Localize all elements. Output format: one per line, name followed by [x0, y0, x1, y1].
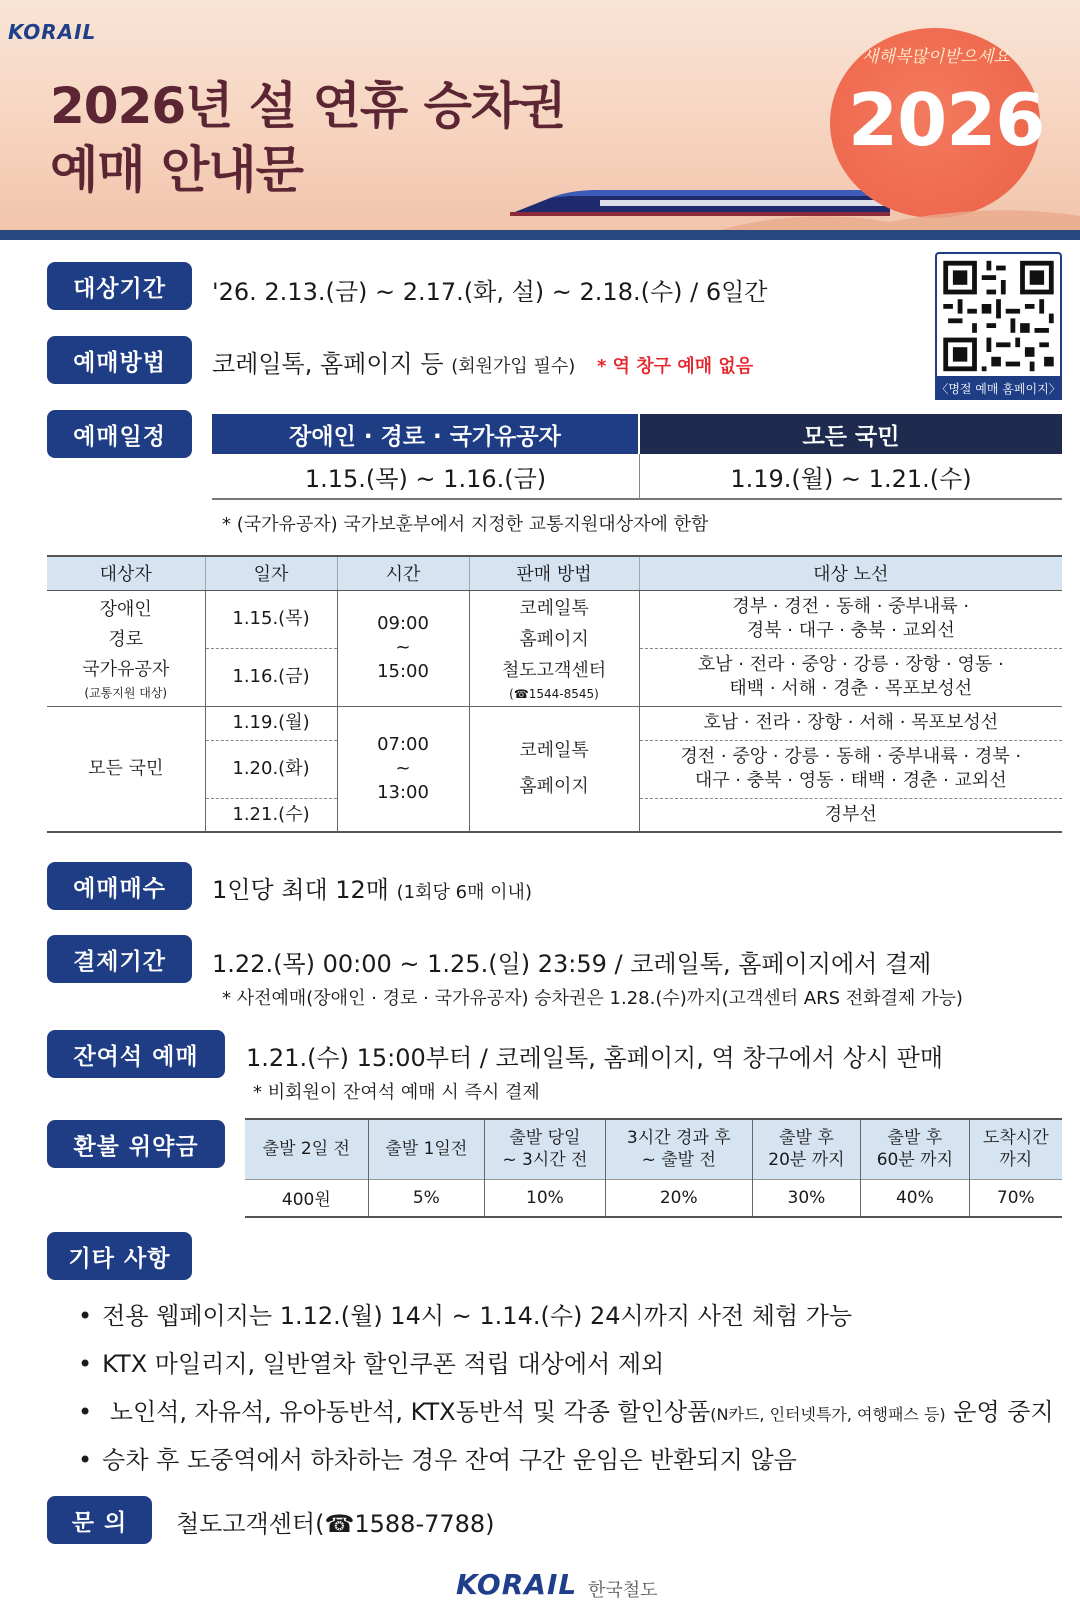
- method-label: 예매방법: [47, 336, 192, 384]
- col-date: 일자: [205, 556, 337, 590]
- g2-method-2: 홈페이지: [519, 775, 589, 797]
- schedule-value-priority: 1.15.(목) ~ 1.16.(금): [212, 454, 640, 500]
- count-text: 1인당 최대 12매: [212, 876, 389, 904]
- badge-year: 2026: [848, 78, 1045, 162]
- refund-h-6: [861, 1119, 969, 1179]
- footer-korail-logo[interactable]: KORAIL: [456, 1568, 578, 1601]
- refund-v-5: 30%: [752, 1179, 860, 1217]
- refund-h-1a: 출발 2일 전: [262, 1139, 350, 1160]
- count-label: 예매매수: [47, 862, 192, 910]
- g1-method-phone: (☎1544-8545): [509, 687, 599, 702]
- g1-target-2: 경로: [108, 628, 144, 650]
- schedule-head-all: 모든 국민: [640, 414, 1062, 454]
- g1-route-2: [639, 648, 1062, 706]
- etc-item-3-tail: 운영 중지: [953, 1398, 1054, 1426]
- g2-route-1: 호남 · 전라 · 장항 · 서해 · 목포보성선: [639, 706, 1062, 740]
- refund-h-3: [484, 1119, 605, 1179]
- remaining-note: * 비회원이 잔여석 예매 시 즉시 결제: [253, 1082, 540, 1103]
- qr-caption: 〈명절 예매 홈페이지〉: [935, 376, 1062, 400]
- refund-value-row: [245, 1179, 1062, 1217]
- g1-method-2: 홈페이지: [519, 629, 589, 651]
- schedule-value-all: 1.19.(월) ~ 1.21.(수): [640, 454, 1062, 500]
- refund-h-3b: ~ 3시간 전: [502, 1150, 588, 1171]
- refund-h-7: [969, 1119, 1062, 1179]
- refund-h-4: [605, 1119, 752, 1179]
- etc-item-1: • 전용 웹페이지는 1.12.(월) 14시 ~ 1.14.(수) 24시까지 사전 체험 가능: [78, 1296, 852, 1331]
- g2-route-2b: 대구 · 충북 · 영동 · 태백 · 경춘 · 교외선: [694, 770, 1007, 791]
- g1-time-sep: ~: [395, 637, 411, 658]
- g2-time-end: 13:00: [377, 781, 429, 803]
- payment-text: 1.22.(목) 00:00 ~ 1.25.(일) 23:59 / 코레일톡, 홈페이지에서 결제: [212, 950, 932, 978]
- count-line: [212, 870, 532, 905]
- header-divider: [0, 230, 1080, 240]
- etc-item-2: • KTX 마일리지, 일반열차 할인쿠폰 적립 대상에서 제외: [78, 1344, 664, 1379]
- badge-slogan: 새해복많이받으세요: [862, 47, 1010, 67]
- g1-route-1a: 경부 · 경전 · 동해 · 중부내륙 ·: [732, 595, 970, 617]
- method-warning: * 역 창구 예매 없음: [596, 356, 754, 377]
- refund-header-row: [245, 1119, 1062, 1179]
- page-title: 2026년 설 연휴 승차권: [50, 77, 566, 135]
- g2-route-2: [639, 740, 1062, 798]
- g1-route-2a: 호남 · 전라 · 중앙 · 강릉 · 장항 · 영동 ·: [697, 653, 1004, 675]
- refund-h-4a: 3시간 경과 후: [626, 1128, 731, 1149]
- refund-h-6b: 60분 까지: [876, 1150, 954, 1171]
- g2-route-2a: 경전 · 중앙 · 강릉 · 동해 · 중부내륙 · 경북 ·: [680, 745, 1022, 767]
- schedule-head-priority: 장애인 · 경로 · 국가유공자: [212, 414, 638, 454]
- remaining-text: 1.21.(수) 15:00부터 / 코레일톡, 홈페이지, 역 창구에서 상시 판매: [246, 1044, 944, 1072]
- refund-h-7a: 도착시간: [982, 1128, 1049, 1149]
- refund-h-5b: 20분 까지: [768, 1150, 845, 1171]
- method-sub: (회원가입 필수): [451, 356, 576, 377]
- payment-note: * 사전예매(장애인 · 경로 · 국가유공자) 승차권은 1.28.(수)까지(고객센터 ARS 전화결제 가능): [222, 988, 963, 1009]
- refund-v-3: 10%: [484, 1179, 605, 1217]
- refund-v-1: 400원: [245, 1179, 368, 1217]
- schedule-table: [47, 555, 1062, 833]
- period-text: '26. 2.13.(금) ~ 2.17.(화, 설) ~ 2.18.(수) / 6일간: [212, 278, 768, 306]
- g2-time-sep: ~: [395, 757, 411, 779]
- g2-method-1: 코레일톡: [519, 739, 589, 761]
- g1-route-1b: 경북 · 대구 · 충북 · 교외선: [746, 620, 955, 641]
- g1-route-2b: 태백 · 서해 · 경춘 · 목포보성선: [729, 678, 973, 699]
- g2-time-start: 07:00: [377, 733, 429, 755]
- refund-v-4: 20%: [605, 1179, 752, 1217]
- g2-target: 모든 국민: [47, 706, 205, 832]
- g1-target: [47, 590, 205, 706]
- korail-logo[interactable]: KORAIL: [8, 20, 97, 44]
- g1-time-start: 09:00: [377, 613, 429, 634]
- remaining-label: 잔여석 예매: [47, 1030, 225, 1078]
- g1-route-1: [639, 590, 1062, 648]
- etc-item-3: [78, 1392, 1054, 1427]
- refund-v-2: 5%: [368, 1179, 484, 1217]
- g1-method-1: 코레일톡: [519, 598, 589, 620]
- etc-item-3-sub: (N카드, 인터넷특가, 여행패스 등): [710, 1405, 946, 1424]
- g2-date-3: 1.21.(수): [205, 798, 337, 832]
- table-header-row: [47, 556, 1062, 590]
- refund-table: [245, 1118, 1062, 1218]
- header-banner: [0, 0, 1080, 238]
- col-route: 대상 노선: [639, 556, 1062, 590]
- refund-v-6: 40%: [861, 1179, 969, 1217]
- g2-date-1: 1.19.(월): [205, 706, 337, 740]
- etc-item-4: • 승차 후 도중역에서 하차하는 경우 잔여 구간 운임은 반환되지 않음: [78, 1440, 797, 1475]
- g1-date-2: 1.16.(금): [205, 648, 337, 706]
- payment-label: 결제기간: [47, 935, 192, 983]
- refund-h-2: [368, 1119, 484, 1179]
- g2-date-2: 1.20.(화): [205, 740, 337, 798]
- g1-method-3: 철도고객센터: [501, 660, 607, 682]
- qr-pattern: [937, 256, 1060, 376]
- table-row: [47, 706, 1062, 740]
- etc-item-3-text: 노인석, 자유석, 유아동반석, KTX동반석 및 각종 할인상품: [109, 1398, 711, 1426]
- g2-method: [469, 706, 639, 832]
- inquiry-text[interactable]: 철도고객센터(☎1588-7788): [176, 1510, 495, 1538]
- g2-route-3: 경부선: [639, 798, 1062, 832]
- col-method: 판매 방법: [469, 556, 639, 590]
- etc-label: 기타 사항: [47, 1232, 192, 1280]
- col-target: 대상자: [47, 556, 205, 590]
- refund-h-7b: 까지: [999, 1150, 1033, 1171]
- g1-date-1: 1.15.(목): [205, 590, 337, 648]
- refund-h-5a: 출발 후: [779, 1128, 834, 1149]
- footer-korail-ko: 한국철도: [588, 1580, 658, 1601]
- table-row: [47, 590, 1062, 648]
- g1-target-sub: (교통지원 대상): [84, 685, 168, 700]
- g2-time: [337, 706, 469, 832]
- refund-h-4b: ~ 출발 전: [641, 1150, 716, 1171]
- refund-v-7: 70%: [969, 1179, 1062, 1217]
- page-subtitle: 예매 안내문: [50, 141, 303, 199]
- refund-h-2a: 출발 1일전: [385, 1139, 468, 1160]
- schedule-label: 예매일정: [47, 410, 192, 458]
- refund-h-3a: 출발 당일: [509, 1128, 581, 1149]
- period-label: 대상기간: [47, 262, 192, 310]
- g1-method: [469, 590, 639, 706]
- col-time: 시간: [337, 556, 469, 590]
- g1-time: [337, 590, 469, 706]
- refund-h-1: [245, 1119, 368, 1179]
- inquiry-label: 문 의: [47, 1496, 152, 1544]
- g1-target-3: 국가유공자: [82, 658, 170, 680]
- g1-target-1: 장애인: [99, 598, 152, 620]
- method-line: [212, 344, 753, 379]
- refund-h-6a: 출발 후: [887, 1128, 943, 1149]
- schedule-note: * (국가유공자) 국가보훈부에서 지정한 교통지원대상자에 한함: [222, 514, 709, 535]
- count-sub: (1회당 6매 이내): [396, 882, 532, 903]
- refund-h-5: [752, 1119, 860, 1179]
- refund-label: 환불 위약금: [47, 1120, 225, 1168]
- method-text: 코레일톡, 홈페이지 등: [212, 350, 444, 378]
- g1-time-end: 15:00: [377, 661, 429, 682]
